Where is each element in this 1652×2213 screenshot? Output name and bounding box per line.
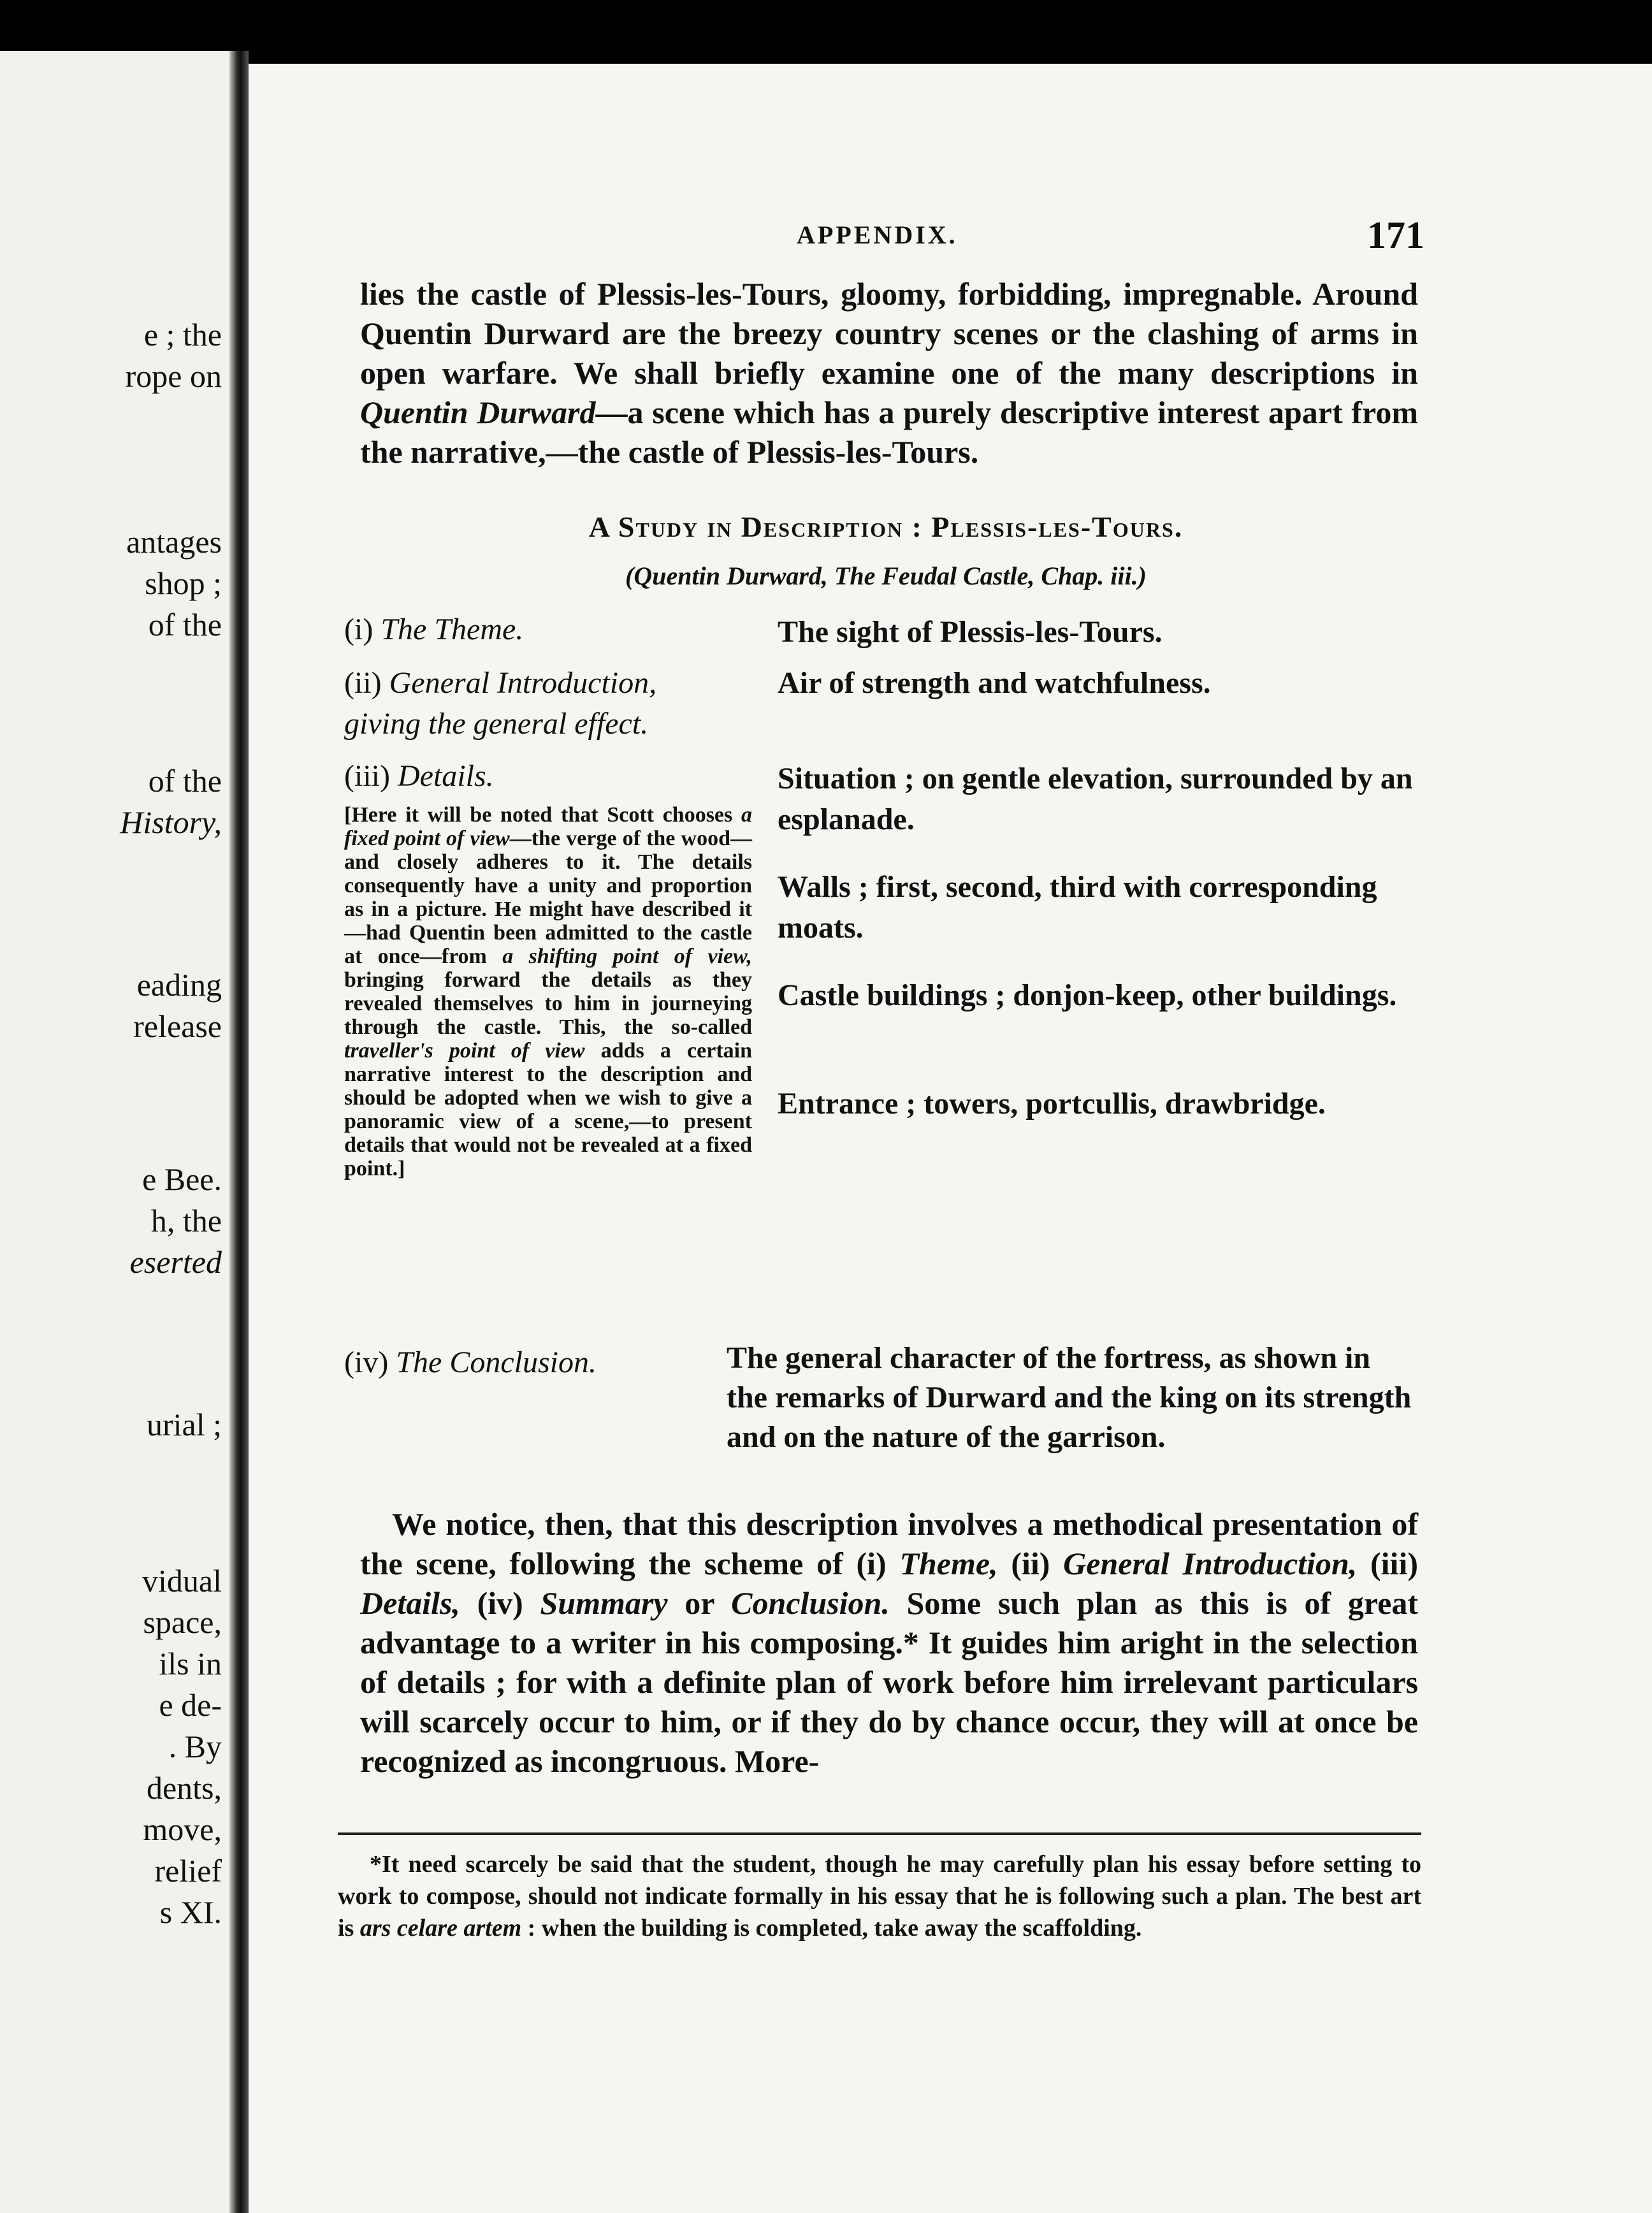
left-fragment: antages bbox=[126, 524, 222, 560]
left-fragment: vidual bbox=[142, 1563, 222, 1599]
outline-number: (iv) bbox=[344, 1346, 389, 1379]
details-note bbox=[344, 803, 752, 1180]
outline-label bbox=[344, 663, 739, 744]
emphasis: a fixed point of view bbox=[344, 803, 752, 850]
text-run: bringing forward the details as they revealed themselves to him in journeying through the castle. This, the so-called bbox=[344, 968, 752, 1039]
outline-description: Entrance ; towers, portcullis, drawbridge. bbox=[778, 1087, 1326, 1121]
outline-label bbox=[344, 612, 739, 647]
outline-number: (iii) bbox=[344, 759, 390, 793]
conclusion-description: The general character of the fortress, as shown in the remarks of Durward and the king on its strength and on the nature of the garrison. bbox=[727, 1341, 1412, 1454]
text-run: We notice, then, that this description involves a methodical presentation of the scene, following the scheme of (i) bbox=[360, 1506, 1418, 1581]
left-fragment: s XI. bbox=[159, 1894, 222, 1930]
footnote bbox=[338, 1848, 1421, 1944]
emphasis: Conclusion. bbox=[731, 1585, 890, 1621]
left-fragment: eading bbox=[136, 967, 222, 1003]
text-run: (iv) bbox=[460, 1585, 540, 1621]
text-run: (iii) bbox=[1357, 1546, 1418, 1581]
emphasis: Theme, bbox=[899, 1546, 998, 1581]
outline-label-text: General Introduction, giving the general effect. bbox=[344, 666, 657, 741]
text-run: : when the building is completed, take away the scaffolding. bbox=[521, 1915, 1142, 1941]
outline-label-text: Details. bbox=[397, 759, 494, 793]
left-fragment: relief bbox=[154, 1853, 222, 1889]
emphasis: Details, bbox=[360, 1585, 460, 1621]
left-fragment: eserted bbox=[129, 1244, 222, 1280]
emphasis: a shifting point of view, bbox=[502, 945, 752, 968]
left-fragment: move, bbox=[143, 1811, 222, 1847]
outline-description: Situation ; on gentle elevation, surrounded by an esplanade. bbox=[778, 762, 1413, 836]
text-run: lies the castle of Plessis-les-Tours, gloomy, forbidding, impregnable. Around Quentin Durward are the breezy country scenes or the clashing of arms in open warfare. We shall briefly examine one of the many descriptions in bbox=[360, 276, 1418, 391]
outline-description: Air of strength and watchfulness. bbox=[778, 666, 1211, 700]
opening-paragraph bbox=[360, 274, 1418, 472]
left-fragment: ils in bbox=[159, 1646, 222, 1681]
left-fragment: e ; the bbox=[143, 317, 222, 352]
text-run: Some such plan as this is of great advantage to a writer in his composing.* It guides him aright in the selection of details ; for with a definite plan of work before him irrelevant particulars will scarcely occur to him, or if they do by chance occur, they will at once be recognized as incongruous. More- bbox=[360, 1585, 1418, 1779]
outline-description: Walls ; first, second, third with corresponding moats. bbox=[778, 870, 1377, 945]
running-head: APPENDIX. bbox=[797, 221, 958, 249]
outline-label bbox=[344, 758, 739, 794]
outline-number: (i) bbox=[344, 613, 373, 646]
outline-number: (ii) bbox=[344, 666, 382, 700]
text-run: or bbox=[667, 1585, 732, 1621]
study-subheading: (Quentin Durward, The Feudal Castle, Chap. iii.) bbox=[625, 562, 1147, 590]
footnote-rule bbox=[338, 1832, 1421, 1835]
text-run: —the verge of the wood—and closely adheres to it. The details consequently have a unity and proportion as in a picture. He might have described it—had Quentin been admitted to the castle at once—from bbox=[344, 827, 752, 968]
outline-label bbox=[344, 1345, 739, 1380]
page-number: 171 bbox=[1367, 214, 1424, 256]
left-fragment: dents, bbox=[146, 1770, 222, 1806]
left-fragment: release bbox=[133, 1008, 222, 1044]
outline-label-text: The Theme. bbox=[380, 613, 524, 646]
emphasis: traveller's point of view bbox=[344, 1039, 585, 1063]
text-run: *It need scarcely be said that the student, though he may carefully plan his essay before setting to work to compose, should not indicate formally in his essay that he is following such a plan. The best art is bbox=[338, 1851, 1421, 1941]
emphasis: ars celare artem bbox=[359, 1915, 522, 1941]
closing-paragraph bbox=[360, 1504, 1418, 1781]
emphasis: Summary bbox=[540, 1585, 668, 1621]
text-run: (ii) bbox=[997, 1546, 1064, 1581]
left-fragment: of the bbox=[148, 607, 222, 642]
previous-page-fragment bbox=[0, 51, 229, 2213]
book-title: Quentin Durward bbox=[360, 395, 596, 430]
left-fragment: . By bbox=[168, 1729, 222, 1764]
book-gutter bbox=[229, 51, 249, 2213]
text-run: —a scene which has a purely descriptive interest apart from the narrative,—the castle of Plessis-les-Tours. bbox=[360, 395, 1418, 470]
left-fragment: e Bee. bbox=[142, 1161, 222, 1197]
left-fragment: e de- bbox=[159, 1687, 222, 1723]
text-run: adds a certain narrative interest to the description and should be adopted when we wish to give a panoramic view of a scene,—to present details that would not be revealed at a fixed point.] bbox=[344, 1039, 753, 1180]
outline-label-text: The Conclusion. bbox=[396, 1346, 597, 1379]
outline-description: Castle buildings ; donjon-keep, other buildings. bbox=[778, 978, 1397, 1012]
left-fragment: urial ; bbox=[146, 1407, 222, 1442]
left-fragment: History, bbox=[120, 804, 222, 840]
left-fragment: of the bbox=[148, 763, 222, 799]
text-run: [Here it will be noted that Scott chooses bbox=[344, 803, 741, 827]
book-page bbox=[249, 64, 1652, 2213]
left-fragment: shop ; bbox=[145, 565, 222, 601]
outline-description: The sight of Plessis-les-Tours. bbox=[778, 615, 1163, 649]
study-heading: A Study in Description : Plessis-les-Tours. bbox=[588, 511, 1184, 543]
emphasis: General Introduction, bbox=[1063, 1546, 1358, 1581]
left-fragment: space, bbox=[143, 1604, 222, 1640]
left-fragment: h, the bbox=[150, 1203, 222, 1238]
left-fragment: rope on bbox=[125, 358, 222, 394]
